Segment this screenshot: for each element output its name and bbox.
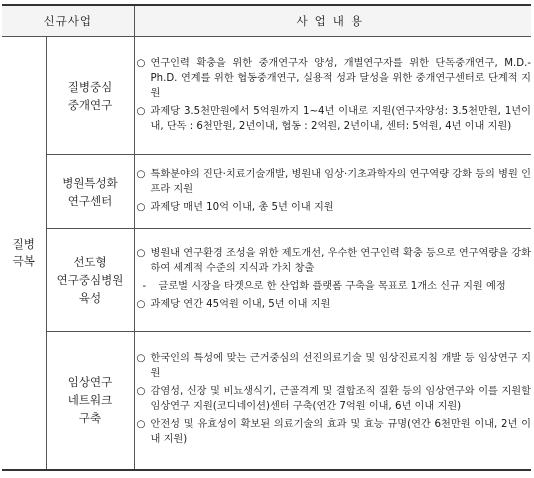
bullet-marker: ○ bbox=[136, 248, 146, 259]
table-row bbox=[2, 37, 531, 155]
project-title-line: 연구센터 bbox=[67, 193, 113, 208]
table-row bbox=[2, 155, 531, 229]
item-text: 병원내 연구환경 조성을 위한 제도개선, 우수한 연구인력 확충 등으로 연구역량을 강화하여 세계적 수준의 지식과 가치 창출 bbox=[150, 248, 531, 274]
header-row bbox=[2, 5, 531, 37]
list-item bbox=[135, 246, 532, 276]
bullet-marker: ○ bbox=[136, 386, 146, 398]
project-title-line: 구축 bbox=[78, 411, 102, 426]
item-text: 한국인의 특성에 맞는 근거중심의 선진의료기술 및 임상진료지침 개발 등 임상연구 지원 bbox=[150, 353, 531, 380]
project-content-cell bbox=[134, 37, 531, 155]
business-table bbox=[2, 4, 531, 471]
project-title-line: 중개연구 bbox=[67, 97, 113, 112]
list-item bbox=[135, 200, 532, 215]
item-text: 과제당 3.5천만원에서 5억원까지 1~4년 이내로 지원(연구자양성: 3.5천만원, 1년이내, 단독 : 6천만원, 2년이내, 협동 : 2억원, 2년이내, 센터: 5억원, 4년 이내 지원) bbox=[150, 105, 531, 132]
bullet-marker: ○ bbox=[136, 299, 146, 310]
header-business: 신규사업 bbox=[2, 5, 134, 37]
project-title-line: 질병중심 bbox=[67, 79, 113, 94]
table-row bbox=[2, 229, 531, 332]
bullet-marker: ○ bbox=[136, 105, 146, 117]
item-text: 안전성 및 유효성이 확보된 의료기술의 효과 및 효능 규명(연간 6천만원 이내, 2년 이내 지원) bbox=[150, 419, 531, 446]
domain-label-line1: 질병 bbox=[12, 236, 35, 251]
dash-marker: - bbox=[142, 281, 147, 292]
list-item bbox=[135, 56, 532, 101]
project-title-cell bbox=[46, 332, 134, 470]
list-item bbox=[135, 297, 532, 312]
item-text: 과제당 매년 10억 이내, 총 5년 이내 지원 bbox=[150, 201, 334, 213]
sub-list-item bbox=[135, 279, 532, 294]
project-title-line: 연구중심병원 bbox=[56, 273, 124, 287]
table-row bbox=[2, 332, 531, 470]
domain-cell bbox=[2, 37, 46, 470]
project-content-cell bbox=[134, 229, 531, 332]
item-text: 감염성, 신장 및 비뇨생식기, 근골격계 및 결합조직 질환 등의 임상연구와 이를 지원할 임상연구 지원(코디네이션)센터 구축(연간 7억원 이내, 6년 이내 지원) bbox=[150, 386, 531, 413]
project-title-line: 선도형 bbox=[73, 255, 107, 269]
bullet-marker: ○ bbox=[136, 168, 146, 180]
project-title-line: 병원특성화 bbox=[62, 175, 118, 190]
project-content-cell bbox=[134, 155, 531, 229]
bullet-marker: ○ bbox=[136, 419, 146, 431]
list-item bbox=[135, 351, 532, 381]
project-title-line: 임상연구 bbox=[67, 375, 113, 390]
project-content-cell bbox=[134, 332, 531, 470]
item-text: 특화분야의 진단·치료기술개발, 병원내 임상·기초과학자의 연구역량 강화 등의 병원 인프라 지원 bbox=[150, 168, 531, 195]
bullet-marker: ○ bbox=[136, 353, 146, 365]
domain-label-line2: 극복 bbox=[12, 253, 35, 268]
list-item bbox=[135, 104, 532, 134]
list-item bbox=[135, 167, 532, 197]
project-title-cell bbox=[46, 155, 134, 229]
bullet-marker: ○ bbox=[136, 201, 146, 213]
list-item bbox=[135, 417, 532, 447]
project-title-cell bbox=[46, 229, 134, 332]
project-title-cell bbox=[46, 37, 134, 155]
project-title-line: 육성 bbox=[78, 291, 102, 305]
item-text: 글로벌 시장을 타겟으로 한 산업화 플랫폼 구축을 목표로 1개소 신규 지원 예정 bbox=[158, 281, 506, 292]
project-title-line: 네트워크 bbox=[67, 393, 113, 408]
item-text: 연구인력 확충을 위한 중개연구자 양성, 개별연구자를 위한 단독중개연구, M.D.-Ph.D. 연계를 위한 협동중개연구, 실용적 성과 달성을 위한 중개연구센터로 단계적 지원 bbox=[150, 57, 531, 99]
item-text: 과제당 연간 45억원 이내, 5년 이내 지원 bbox=[150, 299, 331, 310]
header-content: 사업내용 bbox=[134, 5, 531, 37]
list-item bbox=[135, 384, 532, 414]
bullet-marker: ○ bbox=[136, 57, 146, 69]
